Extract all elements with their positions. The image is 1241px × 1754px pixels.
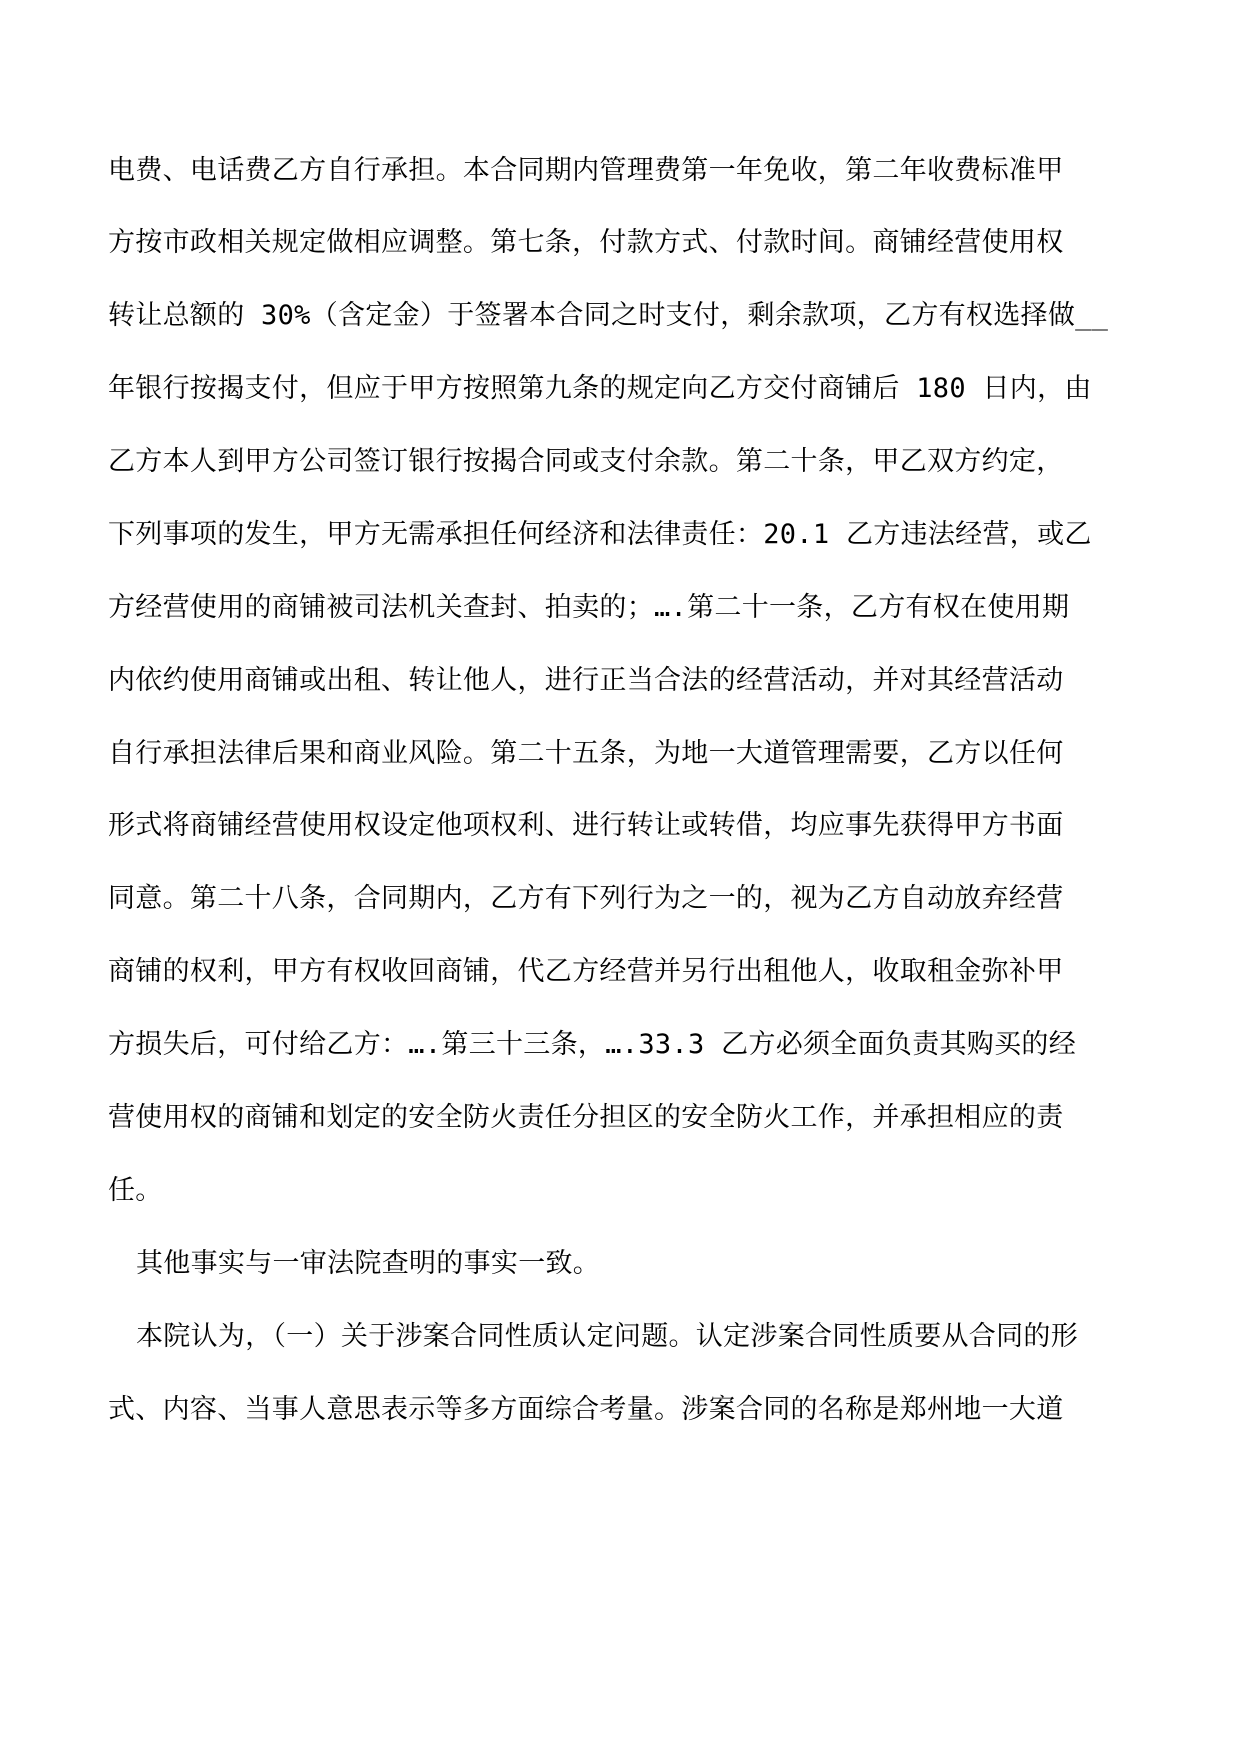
body-text-line: 乙方本人到甲方公司签订银行按揭合同或支付余款。第二十条，甲乙双方约定，: [108, 446, 1064, 477]
body-text-line: 电费、电话费乙方自行承担。本合同期内管理费第一年免收，第二年收费标准甲: [108, 155, 1064, 186]
body-text-line: 自行承担法律后果和商业风险。第二十五条，为地一大道管理需要，乙方以任何: [108, 738, 1064, 769]
body-text-line: 同意。第二十八条，合同期内，乙方有下列行为之一的，视为乙方自动放弃经营: [108, 883, 1064, 914]
body-text-line: 营使用权的商铺和划定的安全防火责任分担区的安全防火工作，并承担相应的责: [108, 1102, 1064, 1133]
body-text-line: 其他事实与一审法院查明的事实一致。: [136, 1248, 601, 1279]
body-text-line: 商铺的权利，甲方有权收回商铺，代乙方经营并另行出租他人，收取租金弥补甲: [108, 956, 1064, 987]
body-text-line: 下列事项的发生，甲方无需承担任何经济和法律责任：20.1 乙方违法经营，或乙: [108, 519, 1092, 550]
body-text-line: 方按市政相关规定做相应调整。第七条，付款方式、付款时间。商铺经营使用权: [108, 227, 1064, 258]
body-text-line: 本院认为，（一）关于涉案合同性质认定问题。认定涉案合同性质要从合同的形: [136, 1321, 1078, 1352]
body-text-line: 转让总额的 30%（含定金）于签署本合同之时支付，剩余款项，乙方有权选择做__: [108, 300, 1109, 331]
body-text-line: 任。: [108, 1175, 163, 1206]
body-text-line: 式、内容、当事人意思表示等多方面综合考量。涉案合同的名称是郑州地一大道: [108, 1394, 1064, 1425]
body-text-line: 内依约使用商铺或出租、转让他人，进行正当合法的经营活动，并对其经营活动: [108, 665, 1064, 696]
body-text-line: 形式将商铺经营使用权设定他项权利、进行转让或转借，均应事先获得甲方书面: [108, 810, 1064, 841]
body-text-line: 年银行按揭支付，但应于甲方按照第九条的规定向乙方交付商铺后 180 日内，由: [108, 373, 1092, 404]
body-text-line: 方经营使用的商铺被司法机关查封、拍卖的；….第二十一条，乙方有权在使用期: [108, 592, 1070, 623]
body-text-line: 方损失后，可付给乙方：….第三十三条，….33.3 乙方必须全面负责其购买的经: [108, 1029, 1076, 1060]
